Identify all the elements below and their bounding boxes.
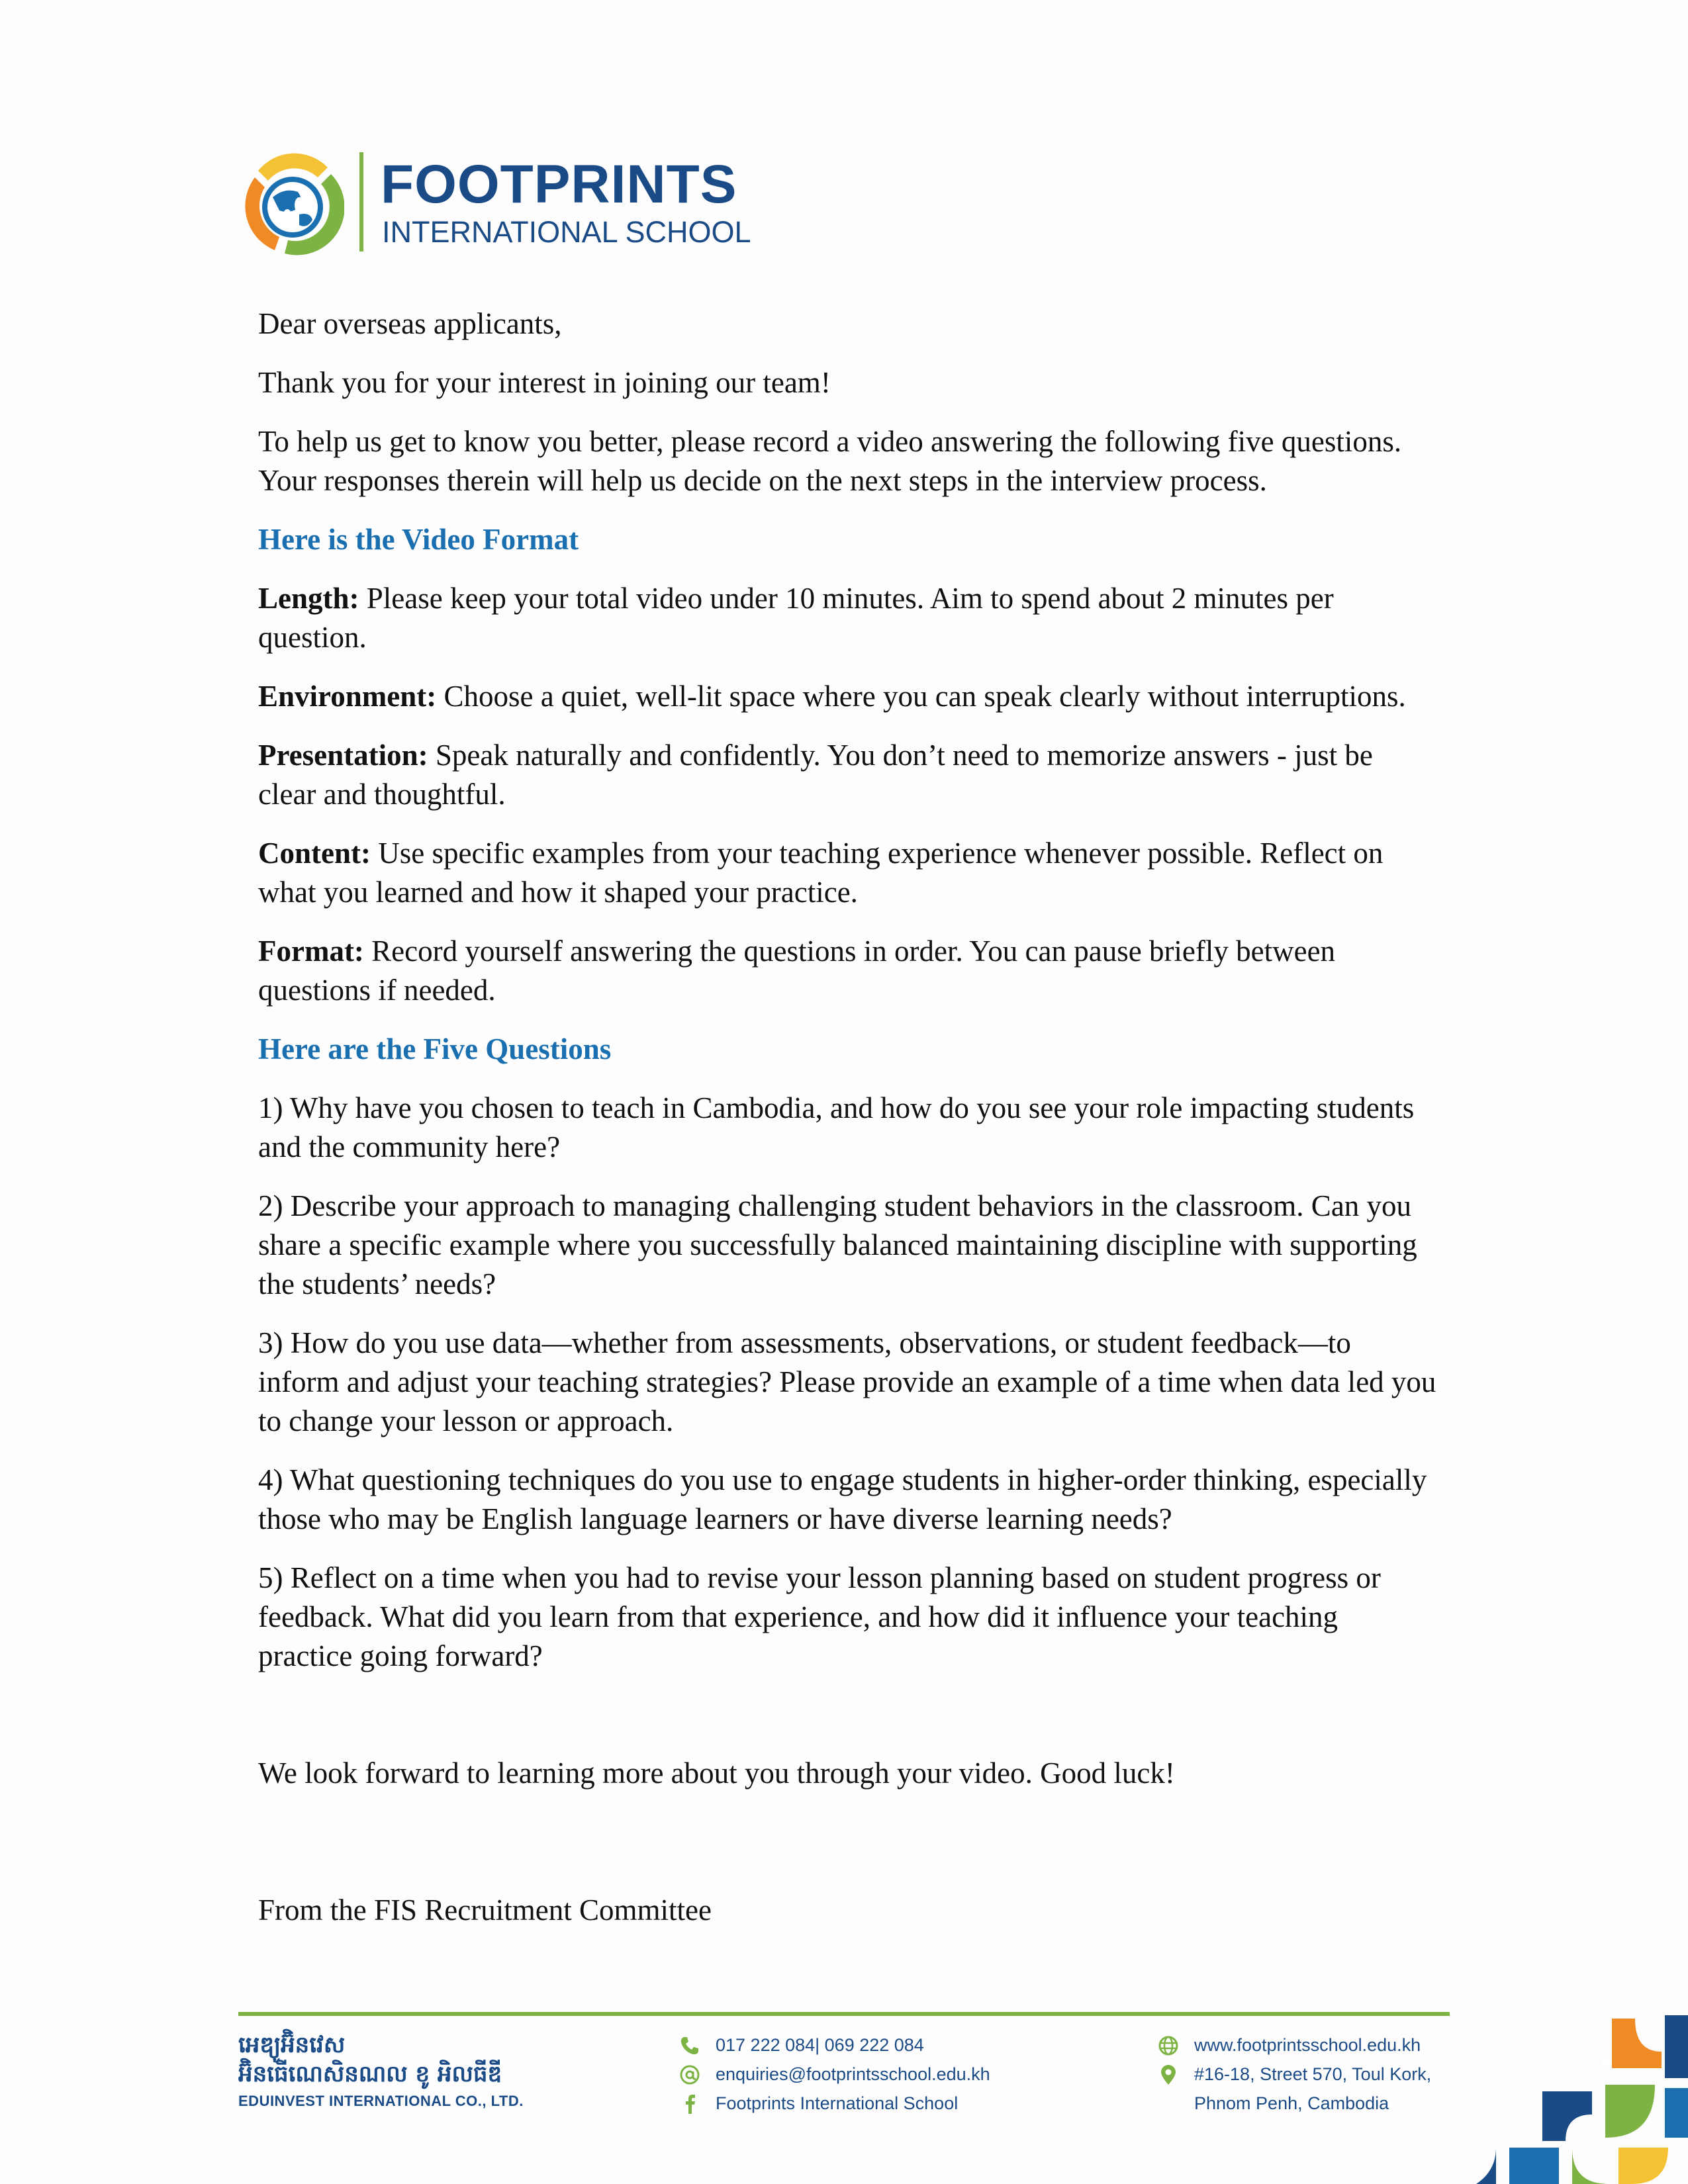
format-item-presentation (258, 736, 1436, 814)
intro-paragraph: To help us get to know you better, please record a video answering the following five questions. Your responses therein will help us decide on the next steps in the interview process. (258, 425, 1402, 497)
website-link: www.footprintsschool.edu.kh (1194, 2035, 1421, 2055)
format-item-text: Record yourself answering the questions in order. You can pause briefly between questions if needed. (258, 934, 1336, 1007)
format-item-environment (258, 677, 1436, 716)
format-item-text: Please keep your total video under 10 minutes. Aim to spend about 2 minutes per question. (258, 582, 1334, 654)
school-logo (238, 151, 768, 263)
company-name-khmer-line1: អេឌ្យូអ៊ិនវេស (238, 2032, 346, 2058)
format-item-length (258, 579, 1436, 657)
company-name-khmer-line2: អ៊ិនធើណេសិនណល ខូ អិលធីឌី (238, 2061, 502, 2087)
question-1: 1) Why have you chosen to teach in Cambodia, and how do you see your role impacting students and the community here? (258, 1091, 1415, 1163)
footer-divider (238, 2012, 1450, 2016)
email-row[interactable] (679, 2060, 990, 2089)
address-row (1157, 2060, 1431, 2089)
facebook-row[interactable] (679, 2089, 990, 2118)
format-item-label: Presentation: (258, 739, 428, 772)
contact-column (679, 2030, 990, 2118)
format-item-text: Use specific examples from your teaching experience whenever possible. Reflect on what you learned and how it shaped your practice. (258, 837, 1383, 909)
question-3: 3) How do you use data—whether from assessments, observations, or student feedback—to inform and adjust your teaching strategies? Please provide an example of a time when data led you to change your lesson or approach. (258, 1326, 1436, 1437)
brand-name: FOOTPRINTS (381, 154, 737, 214)
brand-subtitle: INTERNATIONAL SCHOOL (382, 215, 751, 249)
address-line1: #16-18, Street 570, Toul Kork, (1194, 2064, 1432, 2084)
company-name-english: EDUINVEST INTERNATIONAL CO., LTD. (238, 2093, 524, 2109)
thanks-line: Thank you for your interest in joining our team! (258, 366, 831, 399)
address-line2: Phnom Penh, Cambodia (1194, 2093, 1389, 2113)
phone-icon (679, 2034, 701, 2057)
format-heading: Here is the Video Format (258, 523, 579, 556)
closing-line: We look forward to learning more about you through your video. Good luck! (258, 1756, 1175, 1790)
company-block (238, 2030, 662, 2110)
website-row[interactable] (1157, 2030, 1431, 2060)
at-icon (679, 2064, 701, 2086)
question-5: 5) Reflect on a time when you had to revise your lesson planning based on student progress or feedback. What did you learn from that experience, and how did it influence your teaching practice going forward? (258, 1561, 1381, 1672)
format-item-label: Content: (258, 837, 371, 870)
spacer (258, 1813, 1436, 1891)
facebook-icon (679, 2093, 701, 2115)
format-item-text: Choose a quiet, well-lit space where you can speak clearly without interruptions. (436, 680, 1406, 713)
salutation: Dear overseas applicants, (258, 307, 562, 340)
phone-row[interactable] (679, 2030, 990, 2060)
globe-icon (1157, 2034, 1180, 2057)
format-item-label: Length: (258, 582, 359, 615)
format-item-text: Speak naturally and confidently. You don’t need to memorize answers - just be clear and thoughtful. (258, 739, 1373, 811)
question-4: 4) What questioning techniques do you use to engage students in higher-order thinking, especially those who may be English language learners or have diverse learning needs? (258, 1463, 1427, 1535)
format-item-content (258, 834, 1436, 912)
questions-heading: Here are the Five Questions (258, 1032, 612, 1066)
location-pin-icon (1157, 2064, 1180, 2086)
letter-body (258, 304, 1436, 1950)
format-item-label: Format: (258, 934, 364, 968)
decorative-corner-shapes (1436, 2005, 1688, 2184)
format-item-label: Environment: (258, 680, 437, 713)
signature: From the FIS Recruitment Committee (258, 1893, 712, 1927)
spacer (258, 1696, 1436, 1754)
facebook-page: Footprints International School (716, 2093, 959, 2113)
format-item-format (258, 932, 1436, 1010)
phone-numbers: 017 222 084| 069 222 084 (716, 2035, 924, 2055)
question-2: 2) Describe your approach to managing challenging student behaviors in the classroom. Can you share a specific example where you successfully balanced maintaining discipline with supporting the students’ needs? (258, 1189, 1417, 1300)
logo-divider (359, 152, 363, 251)
globe-footprints-logo-icon (238, 151, 344, 257)
address-column (1157, 2030, 1431, 2118)
email-link: enquiries@footprintsschool.edu.kh (716, 2064, 990, 2084)
